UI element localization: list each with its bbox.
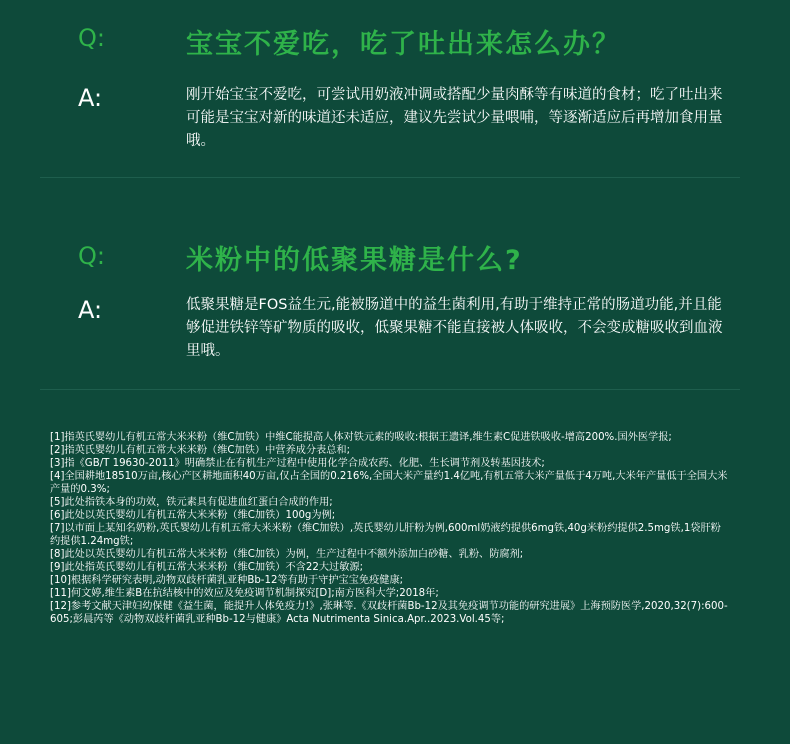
- reference-item: [5]此处指铁本身的功效，铁元素具有促进血红蛋白合成的作用;: [50, 497, 333, 508]
- references-list: [50, 431, 730, 626]
- question-mark-label: Q:: [78, 24, 105, 52]
- answer-text: 低聚果糖是FOS益生元,能被肠道中的益生菌利用,有助于维持正常的肠道功能,并且能够促进铁锌等矿物质的吸收，低聚果糖不能直接被人体吸收，不会变成糖吸收到血液里哦。: [186, 297, 723, 359]
- reference-item: [9]此处指英氏婴幼儿有机五常大米米粉（维C加铁）不含22大过敏源;: [50, 562, 363, 573]
- question-mark-label: Q:: [78, 242, 105, 270]
- answer-text: 刚开始宝宝不爱吃，可尝试用奶液冲调或搭配少量肉酥等有味道的食材；吃了吐出来可能是宝宝对新的味道还未适应，建议先尝试少量喂哺，等逐渐适应后再增加食用量哦。: [186, 87, 723, 149]
- reference-item: [1]指英氏婴幼儿有机五常大米米粉（维C加铁）中维C能提高人体对铁元素的吸收:根据王遗译,维生素C促进铁吸收-增高200%.国外医学报;: [50, 432, 672, 443]
- question-title: 米粉中的低聚果糖是什么?: [186, 245, 523, 276]
- reference-item: [4]全国耕地18510万亩,核心产区耕地面积40万亩,仅占全国的0.216%,全国大米产量约1.4亿吨,有机五常大米产量低于4万吨,大米年产量低于全国大米产量的0.3%;: [50, 471, 728, 495]
- reference-item: [3]指《GB/T 19630-2011》明确禁止在有机生产过程中使用化学合成农药、化肥、生长调节剂及转基因技术;: [50, 458, 545, 469]
- reference-item: [8]此处以英氏婴幼儿有机五常大米米粉（维C加铁）为例，生产过程中不额外添加白砂糖、乳粉、防腐剂;: [50, 549, 524, 560]
- divider: [40, 389, 740, 390]
- answer-mark-label: A:: [78, 296, 103, 324]
- reference-item: [7]以市面上某知名奶粉,英氏婴幼儿有机五常大米米粉（维C加铁）,英氏婴幼儿肝粉为例,600ml奶液约提供6mg铁,40g米粉约提供2.5mg铁,1袋肝粉约提供1.24mg铁;: [50, 523, 721, 547]
- reference-item: [2]指英氏婴幼儿有机五常大米米粉（维C加铁）中营养成分表总和;: [50, 445, 351, 456]
- qa-section-1: [0, 0, 790, 178]
- reference-item: [6]此处以英氏婴幼儿有机五常大米米粉（维C加铁）100g为例;: [50, 510, 336, 521]
- answer-mark-label: A:: [78, 84, 103, 112]
- qa-section-2: [0, 206, 790, 390]
- question-title: 宝宝不爱吃，吃了吐出来怎么办？: [186, 29, 621, 60]
- divider: [40, 177, 740, 178]
- reference-item: [12]参考文献天津妇幼保健《益生菌，能提升人体免疫力!》,张琳等.《双歧杆菌Bb-12及其免疫调节功能的研究进展》上海预防医学,2020,32(7):600-605;彭晨芮等《动物双歧杆菌乳亚种Bb-12与健康》Acta Nutrimenta Sinica.Apr..2023.Vol.45等;: [50, 601, 728, 625]
- reference-item: [11]何文婷,维生素B在抗结核中的效应及免疫调节机制探究[D];南方医科大学;2018年;: [50, 588, 439, 599]
- reference-item: [10]根据科学研究表明,动物双歧杆菌乳亚种Bb-12等有助于守护宝宝免疫健康;: [50, 575, 404, 586]
